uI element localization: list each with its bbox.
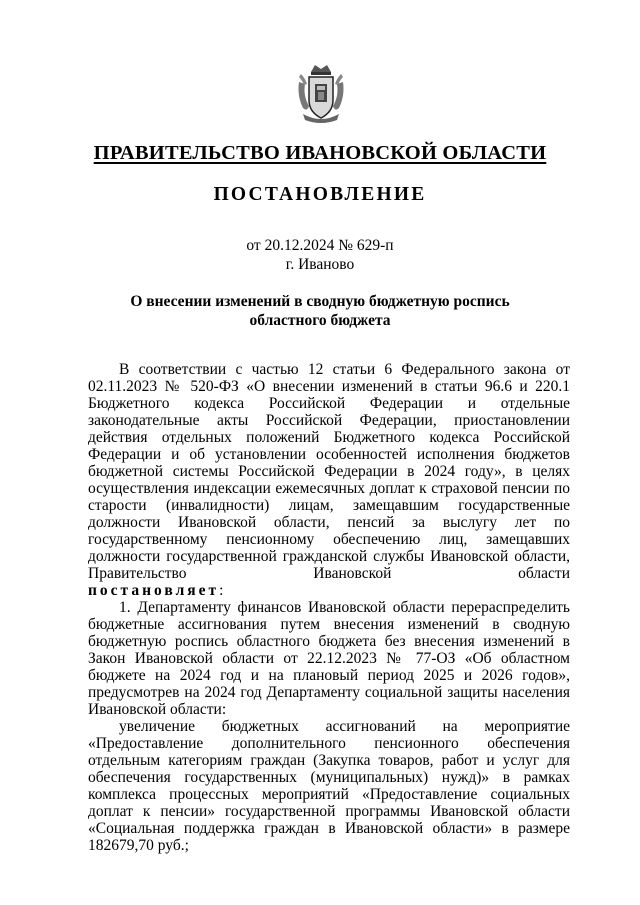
decree-word: постановляет: [88, 582, 220, 599]
paragraph-preamble: В соответствии с частью 12 статьи 6 Федерального закона от 02.11.2023 № 520-ФЗ «О внесении изменений в статьи 96.6 и 220.1 Бюджетного кодекса Российской Федерации и отдельные законодательные акты Российской Федерации, приостановлении действия отдельных положений Бюджетного кодекса Российской Федерации и об установлении особенностей исполнения бюджетов бюджетной системы Российской Федерации в 2024 году», в целях осуществления индексации ежемесячных доплат к страховой пенсии по старости (инвалидности) лицам, замещавшим государственные должности Ивановской области, пенсий за выслугу лет по государственному пенсионному обеспечению лиц, замещавших должности государственной гражданской службы Ивановской области, Правительство Ивановской области: [88, 361, 570, 582]
date-number: от 20.12.2024 № 629-п: [246, 237, 394, 254]
coat-of-arms-icon: [295, 62, 347, 126]
subject-heading: [0, 292, 640, 330]
subject-line-1: О внесении изменений в сводную бюджетную роспись: [130, 293, 510, 310]
city: г. Иваново: [285, 256, 355, 273]
decree-line: [88, 582, 570, 599]
subject-line-2: областного бюджета: [249, 312, 391, 329]
paragraph-item-1: 1. Департаменту финансов Ивановской области перераспределить бюджетные ассигнования путем внесения изменений в сводную бюджетную роспись областного бюджета без внесения изменений в Закон Ивановской области от 22.12.2023 № 77-ОЗ «Об областном бюджете на 2024 год и на плановый период 2025 и 2026 годов», предусмотрев на 2024 год Департаменту социальной защиты населения Ивановской области:: [88, 599, 570, 718]
document-meta: [0, 236, 640, 274]
organization-title: ПРАВИТЕЛЬСТВО ИВАНОВСКОЙ ОБЛАСТИ: [93, 142, 547, 164]
document-type: ПОСТАНОВЛЕНИЕ: [213, 184, 427, 205]
paragraph-increase: увеличение бюджетных ассигнований на мероприятие «Предоставление дополнительного пенсионного обеспечения отдельным категориям граждан (Закупка товаров, работ и услуг для обеспечения государственных (муниципальных) нужд)» в рамках комплекса процессных мероприятий «Предоставление социальных доплат к пенсии» государственной программы Ивановской области «Социальная поддержка граждан в Ивановской области» в размере 182679,70 руб.;: [88, 718, 570, 854]
decree-colon: :: [219, 582, 224, 599]
document-body: [88, 361, 570, 854]
